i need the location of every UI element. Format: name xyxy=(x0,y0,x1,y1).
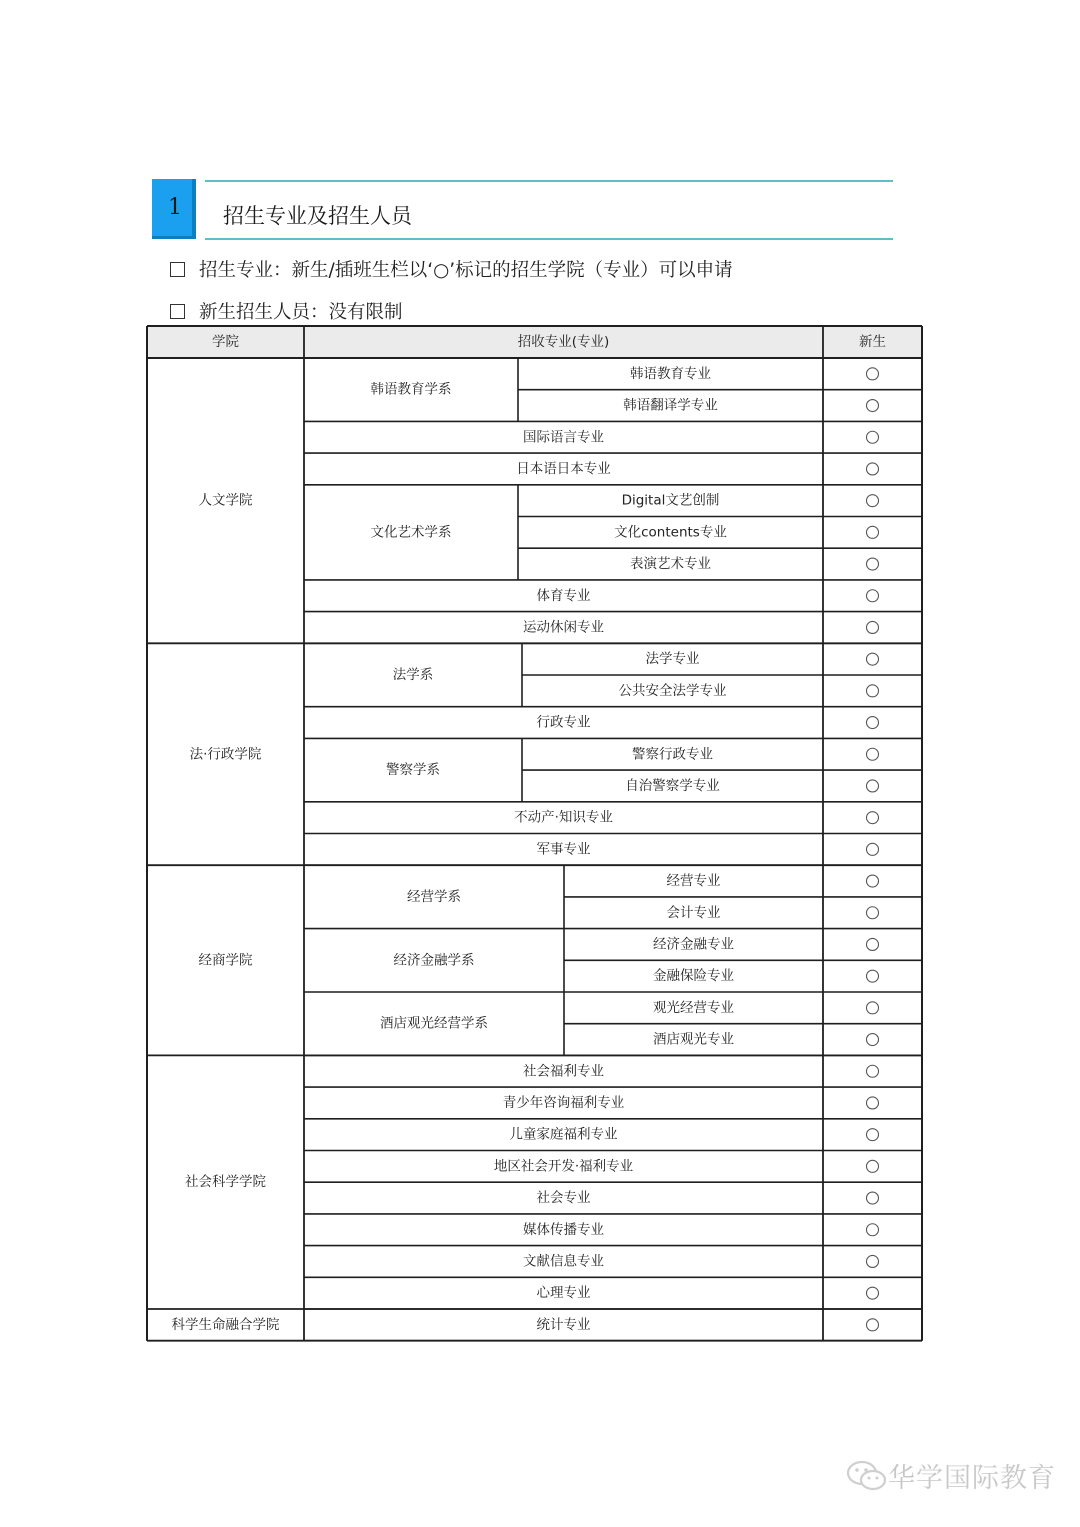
watermark xyxy=(846,1456,1056,1495)
college-cell: 科学生命融合学院 xyxy=(171,1316,280,1333)
major-cell: 文献信息专业 xyxy=(523,1253,604,1270)
department-cell: 警察学系 xyxy=(386,762,440,779)
open-circle-mark xyxy=(867,1097,879,1109)
major-cell: 法学专业 xyxy=(645,651,700,668)
open-circle-mark xyxy=(867,463,879,475)
major-cell: 观光经营专业 xyxy=(653,999,734,1016)
open-circle-mark xyxy=(867,590,879,602)
section-title: 招生专业及招生人员 xyxy=(223,204,412,228)
major-cell: 运动休闲专业 xyxy=(523,619,604,636)
college-cell: 社会科学学院 xyxy=(185,1174,266,1191)
open-circle-mark xyxy=(867,1065,879,1077)
college-cell: 法·行政学院 xyxy=(189,746,262,763)
open-circle-mark xyxy=(867,526,879,538)
major-cell: 表演艺术专业 xyxy=(630,556,711,573)
major-cell: Digital文艺创制 xyxy=(621,492,720,509)
department-cell: 经营学系 xyxy=(407,888,461,905)
major-cell: 金融保险专业 xyxy=(653,968,734,985)
open-circle-mark xyxy=(867,812,879,824)
open-circle-mark xyxy=(867,400,879,412)
major-cell: 社会福利专业 xyxy=(523,1063,604,1080)
major-cell: 公共安全法学专业 xyxy=(618,682,727,699)
open-circle-mark xyxy=(867,621,879,633)
note-text: 招生专业：新生/插班生栏以‘○’标记的招生学院（专业）可以申请 xyxy=(199,260,733,281)
major-cell: 地区社会开发·福利专业 xyxy=(493,1158,634,1175)
major-cell: 媒体传播专业 xyxy=(523,1221,604,1238)
department-cell: 法学系 xyxy=(392,667,434,683)
open-circle-mark xyxy=(867,907,879,919)
department-cell: 经济金融学系 xyxy=(393,952,475,969)
major-cell: 儿童家庭福利专业 xyxy=(509,1126,618,1143)
major-cell: 心理专业 xyxy=(536,1285,591,1302)
open-circle-mark xyxy=(867,431,879,443)
major-cell: 会计专业 xyxy=(666,904,721,921)
department-cell: 韩语教育学系 xyxy=(370,381,452,398)
open-circle-mark xyxy=(867,685,879,697)
major-cell: 社会专业 xyxy=(536,1190,591,1207)
major-cell: 经营专业 xyxy=(666,873,721,890)
open-circle-mark xyxy=(867,1255,879,1267)
major-cell: 酒店观光专业 xyxy=(653,1031,734,1048)
college-cell: 人文学院 xyxy=(198,492,253,509)
major-cell: 经济金融专业 xyxy=(653,936,734,953)
open-circle-mark xyxy=(867,1034,879,1046)
major-cell: 韩语翻译学专业 xyxy=(623,397,718,414)
open-circle-mark xyxy=(867,970,879,982)
department-cell: 酒店观光经营学系 xyxy=(380,1015,488,1032)
section-number: 1 xyxy=(168,195,182,220)
major-cell: 军事专业 xyxy=(536,841,591,858)
open-circle-mark xyxy=(867,1002,879,1014)
watermark-text: 华学国际教育 xyxy=(888,1463,1056,1494)
open-circle-mark xyxy=(867,1192,879,1204)
major-cell: 警察行政专业 xyxy=(632,746,713,763)
major-cell: 韩语教育专业 xyxy=(630,365,711,382)
major-cell: 日本语日本专业 xyxy=(516,460,611,477)
open-circle-mark xyxy=(867,1129,879,1141)
open-circle-mark xyxy=(867,368,879,380)
major-cell: 体育专业 xyxy=(536,587,591,604)
open-circle-mark xyxy=(867,938,879,950)
open-circle-mark xyxy=(867,1160,879,1172)
header-major: 招收专业(专业) xyxy=(517,334,610,350)
department-cell: 文化艺术学系 xyxy=(370,524,452,541)
major-cell: 自治警察学专业 xyxy=(625,777,720,794)
major-cell: 不动产·知识专业 xyxy=(514,809,613,826)
open-circle-mark xyxy=(867,558,879,570)
header-freshman: 新生 xyxy=(859,334,886,350)
open-circle-mark xyxy=(867,780,879,792)
open-circle-mark xyxy=(867,717,879,729)
header-college: 学院 xyxy=(212,334,239,350)
major-cell: 统计专业 xyxy=(536,1316,591,1333)
open-circle-mark xyxy=(867,1224,879,1236)
open-circle-mark xyxy=(867,1319,879,1331)
major-cell: 行政专业 xyxy=(536,714,591,731)
open-circle-mark xyxy=(867,1287,879,1299)
open-circle-mark xyxy=(867,875,879,887)
major-cell: 文化contents专业 xyxy=(614,524,727,541)
open-circle-mark xyxy=(867,843,879,855)
open-circle-mark xyxy=(867,495,879,507)
major-cell: 青少年咨询福利专业 xyxy=(502,1094,625,1111)
wechat-icon xyxy=(846,1459,888,1493)
major-cell: 国际语言专业 xyxy=(523,429,604,446)
open-circle-mark xyxy=(867,748,879,760)
college-cell: 经商学院 xyxy=(198,952,253,969)
open-circle-mark xyxy=(867,653,879,665)
note-text: 新生招生人员：没有限制 xyxy=(199,302,403,323)
